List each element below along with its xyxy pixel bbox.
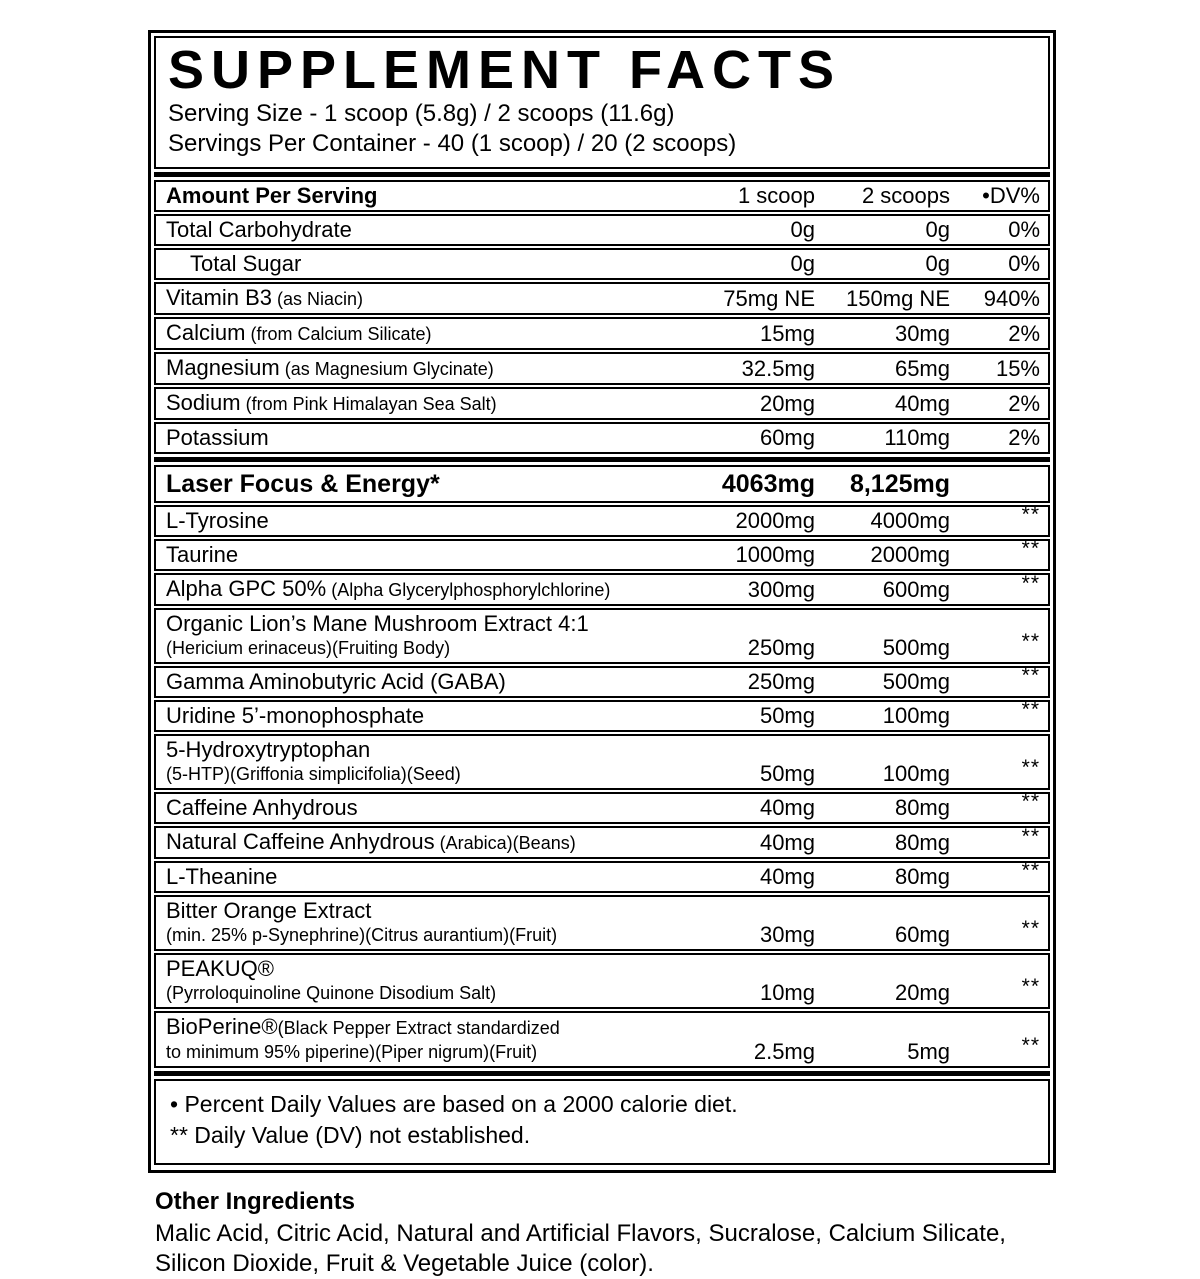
ingredient-name-text: L-Tyrosine <box>166 508 269 534</box>
ingredient-name <box>166 796 670 820</box>
footnotes-block <box>154 1079 1050 1165</box>
nutrient-row <box>154 666 1050 698</box>
daily-value: ** <box>1021 917 1040 941</box>
nutrient-row <box>154 387 1050 420</box>
nutrient-row <box>154 895 1050 951</box>
ingredient-name <box>166 704 670 728</box>
ingredient-name-detail: (Arabica)(Beans) <box>434 833 576 854</box>
amount-2-scoops: 5mg <box>907 1039 950 1065</box>
nutrient-row <box>154 734 1050 790</box>
ingredient-name-text: Uridine 5’-monophosphate <box>166 703 425 729</box>
column-header-2-scoops: 2 scoops <box>861 183 950 209</box>
ingredient-name <box>166 426 670 450</box>
nutrient-row <box>154 826 1050 859</box>
daily-value: ** <box>1021 664 1040 688</box>
ingredient-name-detail: (as Niacin) <box>271 289 364 310</box>
amount-2-scoops: 30mg <box>894 321 950 347</box>
amount-2-scoops: 100mg <box>882 761 950 787</box>
ingredient-name <box>166 899 670 947</box>
ingredient-name-detail: (from Calcium Silicate) <box>245 324 432 345</box>
section-divider <box>154 172 1050 177</box>
actives-rows <box>154 505 1050 1068</box>
nutrient-row <box>154 608 1050 664</box>
ingredient-name-text: Gamma Aminobutyric Acid (GABA) <box>166 669 506 695</box>
amount-1-scoop: 250mg <box>747 635 815 661</box>
nutrient-row <box>154 505 1050 537</box>
daily-value: ** <box>1021 503 1040 527</box>
ingredient-name-text: Caffeine Anhydrous <box>166 795 358 821</box>
ingredient-name <box>166 612 670 660</box>
ingredient-name-detail: (from Pink Himalayan Sea Salt) <box>240 394 497 415</box>
nutrient-row <box>154 317 1050 350</box>
daily-value: ** <box>1021 572 1040 596</box>
daily-value: ** <box>1021 756 1040 780</box>
daily-value: ** <box>1021 859 1040 883</box>
nutrient-row <box>154 352 1050 385</box>
amount-1-scoop: 50mg <box>759 761 815 787</box>
amount-2-scoops: 0g <box>925 217 950 243</box>
daily-value: 2% <box>1008 391 1040 417</box>
amount-2-scoops: 500mg <box>882 635 950 661</box>
nutrient-row <box>154 861 1050 893</box>
amount-1-scoop: 50mg <box>759 703 815 729</box>
ingredient-name <box>166 543 670 567</box>
ingredient-name <box>166 321 670 346</box>
ingredient-name <box>166 218 670 242</box>
amount-1-scoop: 1000mg <box>735 542 815 568</box>
ingredient-name <box>166 286 670 311</box>
amount-1-scoop: 30mg <box>759 922 815 948</box>
amount-2-scoops: 40mg <box>894 391 950 417</box>
ingredient-name-text: Taurine <box>166 542 239 568</box>
ingredient-name-text: Alpha GPC 50% <box>166 576 327 602</box>
amount-1-scoop: 10mg <box>759 980 815 1006</box>
ingredient-name-text: Natural Caffeine Anhydrous <box>166 829 435 855</box>
amount-1-scoop: 250mg <box>747 669 815 695</box>
amount-per-serving-label: Amount Per Serving <box>166 183 378 209</box>
ingredient-name-text: L-Theanine <box>166 864 278 890</box>
daily-value: ** <box>1021 537 1040 561</box>
amount-2-scoops: 65mg <box>894 356 950 382</box>
daily-value: 2% <box>1008 425 1040 451</box>
amount-1-scoop: 15mg <box>759 321 815 347</box>
amount-1-scoop: 40mg <box>759 830 815 856</box>
amount-1-scoop: 0g <box>790 217 815 243</box>
ingredient-name-line2: (min. 25% p-Synephrine)(Citrus aurantium)(Fruit) <box>166 925 558 946</box>
section-amount-1-scoop: 4063mg <box>721 470 815 499</box>
footnote-dv: • Percent Daily Values are based on a 2000 calorie diet. <box>170 1091 738 1118</box>
other-ingredients-text: Malic Acid, Citric Acid, Natural and Artificial Flavors, Sucralose, Calcium Silicate, Silicon Dioxide, Fruit & Vegetable Juice (color). <box>155 1220 1006 1278</box>
ingredient-name <box>166 830 670 855</box>
column-header-dv: •DV% <box>982 183 1040 209</box>
amount-1-scoop: 300mg <box>747 577 815 603</box>
daily-value: 940% <box>983 286 1040 312</box>
amount-1-scoop: 75mg NE <box>723 286 815 312</box>
ingredient-name-detail: (as Magnesium Glycinate) <box>279 359 494 380</box>
ingredient-name-text: Magnesium <box>166 355 280 381</box>
amount-2-scoops: 80mg <box>894 864 950 890</box>
section-divider <box>154 1071 1050 1076</box>
ingredient-name-line2: (Hericium erinaceus)(Fruiting Body) <box>166 638 451 659</box>
amount-2-scoops: 80mg <box>894 795 950 821</box>
ingredient-name <box>166 865 670 889</box>
amount-1-scoop: 40mg <box>759 864 815 890</box>
amount-2-scoops: 500mg <box>882 669 950 695</box>
footnote-not-established: ** Daily Value (DV) not established. <box>170 1122 531 1149</box>
ingredient-name-text: Vitamin B3 <box>166 285 272 311</box>
ingredient-name-text: PEAKUQ® <box>166 956 274 982</box>
ingredient-name-text: 5-Hydroxytryptophan <box>166 737 371 763</box>
ingredient-name-line2: (Pyrroloquinoline Quinone Disodium Salt) <box>166 983 497 1004</box>
nutrient-row <box>154 282 1050 315</box>
ingredient-name-text: Calcium <box>166 320 246 346</box>
daily-value: ** <box>1021 825 1040 849</box>
ingredient-name-text: Total Carbohydrate <box>166 217 352 243</box>
supplement-facts-panel <box>148 30 1056 1173</box>
ingredient-name-detail: (Black Pepper Extract standardized <box>277 1018 560 1039</box>
amount-2-scoops: 110mg <box>884 425 950 451</box>
ingredient-name-text: Potassium <box>166 425 269 451</box>
daily-value: ** <box>1021 1034 1040 1058</box>
amount-1-scoop: 2.5mg <box>753 1039 815 1065</box>
amount-2-scoops: 80mg <box>894 830 950 856</box>
amount-1-scoop: 60mg <box>759 425 815 451</box>
daily-value: ** <box>1021 790 1040 814</box>
nutrient-row <box>154 539 1050 571</box>
nutrient-row <box>154 214 1050 246</box>
ingredient-name-detail: (Alpha Glycerylphosphorylchlorine) <box>326 580 611 601</box>
ingredient-name-text: BioPerine® <box>166 1014 278 1040</box>
amount-2-scoops: 20mg <box>894 980 950 1006</box>
amount-2-scoops: 2000mg <box>870 542 950 568</box>
column-header-row <box>154 180 1050 212</box>
ingredient-name <box>166 1015 670 1064</box>
amount-2-scoops: 600mg <box>882 577 950 603</box>
amount-1-scoop: 20mg <box>759 391 815 417</box>
daily-value: ** <box>1021 698 1040 722</box>
ingredient-name-text: Total Sugar <box>190 251 302 277</box>
ingredient-name <box>166 738 670 786</box>
amount-2-scoops: 4000mg <box>870 508 950 534</box>
ingredient-name <box>166 670 670 694</box>
ingredient-name-text: Bitter Orange Extract <box>166 898 372 924</box>
minerals-rows <box>154 214 1050 454</box>
nutrient-row <box>154 953 1050 1009</box>
amount-2-scoops: 100mg <box>882 703 950 729</box>
ingredient-name-text: Organic Lion’s Mane Mushroom Extract 4:1 <box>166 611 589 637</box>
other-ingredients-heading: Other Ingredients <box>155 1188 356 1216</box>
amount-1-scoop: 0g <box>790 251 815 277</box>
daily-value: 0% <box>1008 251 1040 277</box>
ingredient-name-line2: to minimum 95% piperine)(Piper nigrum)(Fruit) <box>166 1042 538 1063</box>
other-ingredients-block <box>155 1187 1060 1279</box>
section-divider <box>154 457 1050 462</box>
ingredient-name <box>166 957 670 1005</box>
amount-2-scoops: 60mg <box>894 922 950 948</box>
amount-1-scoop: 40mg <box>759 795 815 821</box>
title-block <box>154 36 1050 169</box>
ingredient-name <box>166 509 670 533</box>
panel-title: SUPPLEMENT FACTS <box>168 40 842 100</box>
section-amount-2-scoops: 8,125mg <box>849 470 950 499</box>
column-header-1-scoop: 1 scoop <box>737 183 815 209</box>
nutrient-row <box>154 792 1050 824</box>
ingredient-name <box>166 356 670 381</box>
amount-2-scoops: 0g <box>925 251 950 277</box>
amount-1-scoop: 32.5mg <box>741 356 815 382</box>
daily-value: 15% <box>995 356 1040 382</box>
amount-2-scoops: 150mg NE <box>846 286 950 312</box>
ingredient-name <box>166 391 670 416</box>
nutrient-row <box>154 1011 1050 1068</box>
amount-1-scoop: 2000mg <box>735 508 815 534</box>
ingredient-name <box>166 252 670 276</box>
serving-size: Serving Size - 1 scoop (5.8g) / 2 scoops (11.6g) <box>168 100 675 128</box>
ingredient-name-line2: (5-HTP)(Griffonia simplicifolia)(Seed) <box>166 764 461 785</box>
laser-focus-section-row <box>154 465 1050 503</box>
ingredient-name <box>166 577 670 602</box>
daily-value: 2% <box>1008 321 1040 347</box>
nutrient-row <box>154 422 1050 454</box>
nutrient-row <box>154 700 1050 732</box>
nutrient-row <box>154 573 1050 606</box>
daily-value: ** <box>1021 630 1040 654</box>
section-title: Laser Focus & Energy* <box>166 470 440 499</box>
daily-value: 0% <box>1008 217 1040 243</box>
ingredient-name-text: Sodium <box>166 390 241 416</box>
daily-value: ** <box>1021 975 1040 999</box>
nutrient-row <box>154 248 1050 280</box>
servings-per-container: Servings Per Container - 40 (1 scoop) / 20 (2 scoops) <box>168 130 737 158</box>
